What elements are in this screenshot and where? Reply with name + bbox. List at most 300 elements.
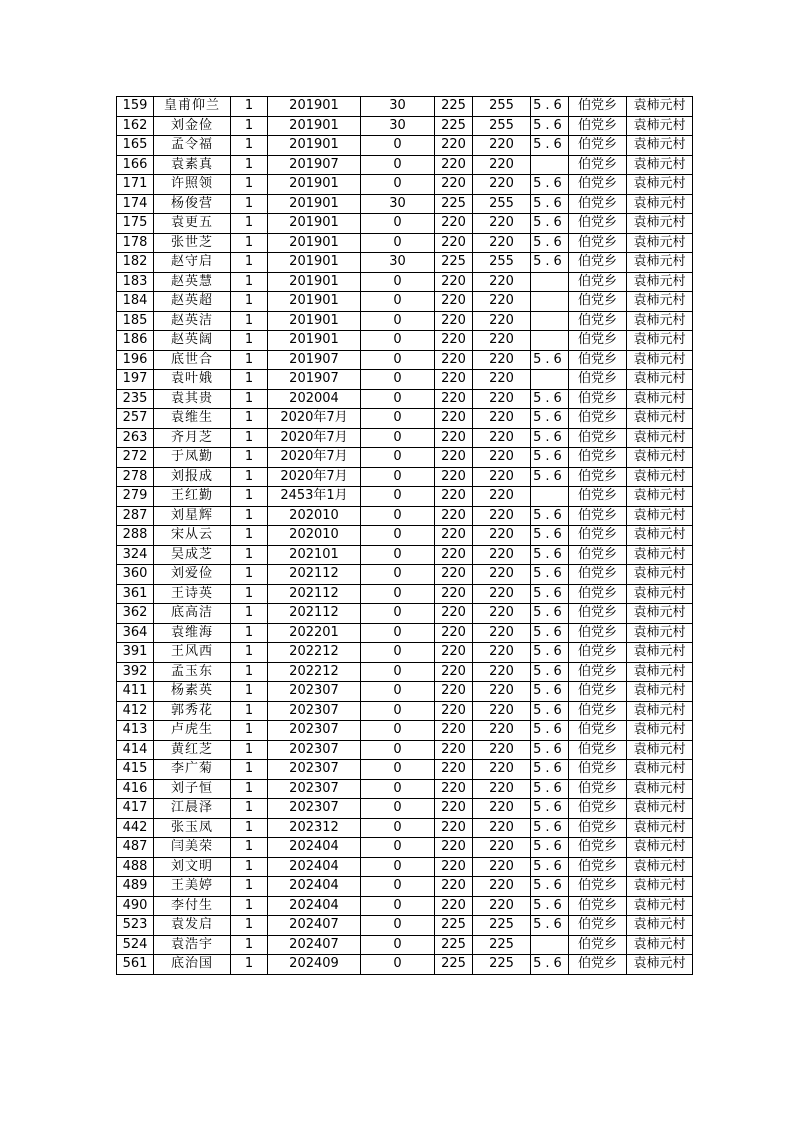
cell-name: 王美婷: [154, 877, 231, 897]
cell-name: 李广菊: [154, 760, 231, 780]
cell-count: 1: [231, 779, 268, 799]
cell-amount-b: 220: [435, 175, 473, 195]
cell-rate: 5.6: [531, 136, 569, 156]
table-row: [117, 623, 693, 643]
cell-township: 伯党乡: [569, 350, 627, 370]
cell-amount-a: 0: [361, 545, 435, 565]
cell-rate: 5.6: [531, 448, 569, 468]
cell-amount-b: 220: [435, 545, 473, 565]
cell-date: 201901: [268, 292, 361, 312]
cell-village: 袁柿元村: [627, 701, 693, 721]
cell-name: 袁维海: [154, 623, 231, 643]
cell-date: 201901: [268, 97, 361, 117]
cell-village: 袁柿元村: [627, 350, 693, 370]
cell-amount-a: 0: [361, 721, 435, 741]
cell-total: 220: [473, 467, 531, 487]
cell-name: 赵英超: [154, 292, 231, 312]
table-row: [117, 526, 693, 546]
cell-village: 袁柿元村: [627, 545, 693, 565]
cell-id: 197: [117, 370, 154, 390]
table-row: [117, 857, 693, 877]
cell-total: 220: [473, 838, 531, 858]
cell-id: 489: [117, 877, 154, 897]
cell-village: 袁柿元村: [627, 506, 693, 526]
cell-township: 伯党乡: [569, 116, 627, 136]
cell-rate: [531, 272, 569, 292]
cell-amount-a: 0: [361, 448, 435, 468]
cell-amount-a: 0: [361, 409, 435, 429]
cell-count: 1: [231, 545, 268, 565]
cell-amount-a: 0: [361, 389, 435, 409]
cell-name: 杨俊营: [154, 194, 231, 214]
cell-township: 伯党乡: [569, 194, 627, 214]
cell-township: 伯党乡: [569, 584, 627, 604]
cell-amount-a: 0: [361, 233, 435, 253]
cell-township: 伯党乡: [569, 331, 627, 351]
cell-rate: 5.6: [531, 350, 569, 370]
cell-count: 1: [231, 253, 268, 273]
cell-village: 袁柿元村: [627, 116, 693, 136]
table-row: [117, 721, 693, 741]
cell-total: 220: [473, 760, 531, 780]
cell-total: 220: [473, 428, 531, 448]
cell-count: 1: [231, 604, 268, 624]
cell-township: 伯党乡: [569, 721, 627, 741]
cell-id: 287: [117, 506, 154, 526]
cell-date: 202404: [268, 857, 361, 877]
cell-total: 220: [473, 662, 531, 682]
cell-date: 202307: [268, 760, 361, 780]
table-row: [117, 194, 693, 214]
cell-township: 伯党乡: [569, 253, 627, 273]
cell-rate: 5.6: [531, 662, 569, 682]
cell-count: 1: [231, 428, 268, 448]
cell-amount-b: 220: [435, 409, 473, 429]
cell-amount-a: 0: [361, 779, 435, 799]
cell-amount-a: 0: [361, 370, 435, 390]
cell-count: 1: [231, 877, 268, 897]
table-row: [117, 506, 693, 526]
cell-id: 361: [117, 584, 154, 604]
cell-date: 202404: [268, 896, 361, 916]
cell-township: 伯党乡: [569, 896, 627, 916]
cell-name: 赵英洁: [154, 311, 231, 331]
cell-amount-b: 220: [435, 740, 473, 760]
cell-township: 伯党乡: [569, 214, 627, 234]
cell-rate: 5.6: [531, 428, 569, 448]
cell-amount-a: 0: [361, 506, 435, 526]
cell-rate: [531, 311, 569, 331]
cell-amount-b: 220: [435, 701, 473, 721]
cell-amount-b: 220: [435, 818, 473, 838]
cell-rate: 5.6: [531, 701, 569, 721]
cell-count: 1: [231, 565, 268, 585]
cell-rate: 5.6: [531, 896, 569, 916]
cell-amount-a: 0: [361, 311, 435, 331]
cell-count: 1: [231, 214, 268, 234]
cell-village: 袁柿元村: [627, 311, 693, 331]
cell-rate: 5.6: [531, 175, 569, 195]
table-row: [117, 545, 693, 565]
cell-id: 415: [117, 760, 154, 780]
cell-amount-a: 0: [361, 526, 435, 546]
table-row: [117, 604, 693, 624]
cell-date: 202307: [268, 740, 361, 760]
cell-township: 伯党乡: [569, 838, 627, 858]
cell-amount-b: 220: [435, 448, 473, 468]
cell-date: 201901: [268, 175, 361, 195]
cell-id: 184: [117, 292, 154, 312]
cell-count: 1: [231, 292, 268, 312]
cell-name: 于凤勤: [154, 448, 231, 468]
cell-name: 袁发启: [154, 916, 231, 936]
cell-rate: 5.6: [531, 916, 569, 936]
cell-amount-a: 30: [361, 253, 435, 273]
cell-township: 伯党乡: [569, 370, 627, 390]
cell-amount-a: 0: [361, 331, 435, 351]
cell-total: 220: [473, 233, 531, 253]
cell-total: 225: [473, 916, 531, 936]
cell-amount-b: 220: [435, 779, 473, 799]
cell-village: 袁柿元村: [627, 292, 693, 312]
table-row: [117, 701, 693, 721]
table-row: [117, 643, 693, 663]
cell-date: 2020年7月: [268, 428, 361, 448]
cell-total: 220: [473, 155, 531, 175]
cell-amount-b: 220: [435, 214, 473, 234]
cell-id: 182: [117, 253, 154, 273]
cell-village: 袁柿元村: [627, 643, 693, 663]
cell-township: 伯党乡: [569, 935, 627, 955]
cell-count: 1: [231, 955, 268, 975]
table-row: [117, 584, 693, 604]
cell-id: 416: [117, 779, 154, 799]
cell-date: 202010: [268, 506, 361, 526]
cell-date: 202404: [268, 838, 361, 858]
cell-name: 卢虎生: [154, 721, 231, 741]
cell-count: 1: [231, 331, 268, 351]
cell-id: 257: [117, 409, 154, 429]
cell-amount-b: 220: [435, 487, 473, 507]
cell-id: 417: [117, 799, 154, 819]
cell-amount-b: 225: [435, 97, 473, 117]
cell-name: 刘文明: [154, 857, 231, 877]
cell-amount-b: 220: [435, 350, 473, 370]
cell-rate: 5.6: [531, 409, 569, 429]
cell-id: 391: [117, 643, 154, 663]
cell-amount-a: 0: [361, 623, 435, 643]
cell-village: 袁柿元村: [627, 194, 693, 214]
cell-rate: 5.6: [531, 760, 569, 780]
cell-total: 220: [473, 409, 531, 429]
cell-id: 360: [117, 565, 154, 585]
cell-count: 1: [231, 136, 268, 156]
cell-total: 220: [473, 604, 531, 624]
cell-id: 166: [117, 155, 154, 175]
cell-count: 1: [231, 350, 268, 370]
cell-id: 523: [117, 916, 154, 936]
cell-id: 263: [117, 428, 154, 448]
cell-date: 201907: [268, 370, 361, 390]
cell-amount-b: 225: [435, 935, 473, 955]
cell-amount-a: 0: [361, 916, 435, 936]
cell-village: 袁柿元村: [627, 838, 693, 858]
cell-rate: 5.6: [531, 526, 569, 546]
cell-village: 袁柿元村: [627, 97, 693, 117]
cell-count: 1: [231, 194, 268, 214]
cell-total: 255: [473, 194, 531, 214]
cell-rate: 5.6: [531, 955, 569, 975]
table-row: [117, 214, 693, 234]
cell-rate: 5.6: [531, 779, 569, 799]
table-row: [117, 740, 693, 760]
cell-amount-b: 220: [435, 526, 473, 546]
cell-name: 皇甫仰兰: [154, 97, 231, 117]
cell-date: 202004: [268, 389, 361, 409]
table-row: [117, 370, 693, 390]
cell-count: 1: [231, 526, 268, 546]
cell-date: 202112: [268, 565, 361, 585]
cell-rate: 5.6: [531, 682, 569, 702]
table-row: [117, 331, 693, 351]
cell-village: 袁柿元村: [627, 721, 693, 741]
cell-date: 201901: [268, 233, 361, 253]
cell-count: 1: [231, 623, 268, 643]
cell-village: 袁柿元村: [627, 155, 693, 175]
cell-township: 伯党乡: [569, 779, 627, 799]
table-body: [117, 97, 693, 975]
cell-count: 1: [231, 409, 268, 429]
cell-name: 刘星辉: [154, 506, 231, 526]
cell-amount-a: 0: [361, 565, 435, 585]
cell-id: 235: [117, 389, 154, 409]
cell-village: 袁柿元村: [627, 740, 693, 760]
cell-village: 袁柿元村: [627, 760, 693, 780]
cell-total: 220: [473, 721, 531, 741]
cell-amount-b: 220: [435, 428, 473, 448]
cell-name: 宋从云: [154, 526, 231, 546]
cell-village: 袁柿元村: [627, 877, 693, 897]
beneficiary-table: [116, 96, 693, 975]
cell-name: 张世芝: [154, 233, 231, 253]
cell-amount-b: 220: [435, 506, 473, 526]
cell-rate: [531, 331, 569, 351]
cell-id: 413: [117, 721, 154, 741]
cell-date: 201901: [268, 136, 361, 156]
cell-amount-a: 0: [361, 487, 435, 507]
cell-name: 孟玉东: [154, 662, 231, 682]
cell-village: 袁柿元村: [627, 604, 693, 624]
cell-amount-a: 0: [361, 643, 435, 663]
cell-name: 张玉凤: [154, 818, 231, 838]
cell-amount-a: 0: [361, 799, 435, 819]
cell-village: 袁柿元村: [627, 428, 693, 448]
cell-name: 郭秀花: [154, 701, 231, 721]
cell-total: 220: [473, 448, 531, 468]
cell-date: 201907: [268, 155, 361, 175]
cell-id: 411: [117, 682, 154, 702]
cell-total: 220: [473, 584, 531, 604]
cell-village: 袁柿元村: [627, 584, 693, 604]
cell-id: 174: [117, 194, 154, 214]
table-row: [117, 779, 693, 799]
cell-total: 255: [473, 116, 531, 136]
cell-township: 伯党乡: [569, 623, 627, 643]
table-row: [117, 662, 693, 682]
cell-total: 220: [473, 350, 531, 370]
cell-id: 186: [117, 331, 154, 351]
cell-village: 袁柿元村: [627, 916, 693, 936]
table-row: [117, 292, 693, 312]
cell-village: 袁柿元村: [627, 779, 693, 799]
cell-name: 王诗英: [154, 584, 231, 604]
cell-amount-a: 0: [361, 584, 435, 604]
cell-total: 220: [473, 896, 531, 916]
cell-village: 袁柿元村: [627, 565, 693, 585]
cell-name: 闫美荣: [154, 838, 231, 858]
cell-rate: 5.6: [531, 116, 569, 136]
cell-id: 392: [117, 662, 154, 682]
cell-township: 伯党乡: [569, 526, 627, 546]
cell-total: 220: [473, 857, 531, 877]
cell-total: 220: [473, 701, 531, 721]
cell-count: 1: [231, 643, 268, 663]
cell-id: 362: [117, 604, 154, 624]
cell-rate: 5.6: [531, 584, 569, 604]
table-row: [117, 818, 693, 838]
cell-rate: 5.6: [531, 194, 569, 214]
cell-name: 底治国: [154, 955, 231, 975]
cell-total: 220: [473, 175, 531, 195]
cell-count: 1: [231, 97, 268, 117]
cell-total: 220: [473, 565, 531, 585]
cell-count: 1: [231, 857, 268, 877]
cell-date: 202112: [268, 584, 361, 604]
cell-id: 279: [117, 487, 154, 507]
cell-name: 袁浩宇: [154, 935, 231, 955]
cell-village: 袁柿元村: [627, 857, 693, 877]
cell-total: 220: [473, 506, 531, 526]
cell-village: 袁柿元村: [627, 818, 693, 838]
cell-village: 袁柿元村: [627, 272, 693, 292]
cell-date: 2020年7月: [268, 448, 361, 468]
cell-rate: 5.6: [531, 467, 569, 487]
cell-name: 李付生: [154, 896, 231, 916]
cell-count: 1: [231, 467, 268, 487]
cell-township: 伯党乡: [569, 701, 627, 721]
cell-total: 220: [473, 545, 531, 565]
table-row: [117, 448, 693, 468]
cell-name: 吴成芝: [154, 545, 231, 565]
cell-name: 黄红芝: [154, 740, 231, 760]
cell-amount-b: 220: [435, 584, 473, 604]
cell-date: 201901: [268, 311, 361, 331]
cell-name: 许照领: [154, 175, 231, 195]
cell-name: 赵守启: [154, 253, 231, 273]
cell-amount-b: 220: [435, 662, 473, 682]
cell-date: 2020年7月: [268, 467, 361, 487]
cell-village: 袁柿元村: [627, 448, 693, 468]
cell-rate: 5.6: [531, 643, 569, 663]
cell-name: 底世合: [154, 350, 231, 370]
cell-id: 324: [117, 545, 154, 565]
cell-total: 220: [473, 389, 531, 409]
table-row: [117, 272, 693, 292]
cell-rate: 5.6: [531, 799, 569, 819]
cell-amount-a: 0: [361, 604, 435, 624]
cell-name: 底高洁: [154, 604, 231, 624]
cell-rate: 5.6: [531, 545, 569, 565]
cell-count: 1: [231, 370, 268, 390]
cell-date: 202307: [268, 721, 361, 741]
cell-amount-b: 225: [435, 194, 473, 214]
cell-name: 江晨泽: [154, 799, 231, 819]
cell-id: 183: [117, 272, 154, 292]
cell-count: 1: [231, 487, 268, 507]
cell-township: 伯党乡: [569, 799, 627, 819]
cell-rate: 5.6: [531, 818, 569, 838]
cell-rate: 5.6: [531, 97, 569, 117]
table-row: [117, 838, 693, 858]
cell-township: 伯党乡: [569, 916, 627, 936]
cell-rate: 5.6: [531, 214, 569, 234]
cell-id: 159: [117, 97, 154, 117]
table-row: [117, 311, 693, 331]
cell-rate: 5.6: [531, 233, 569, 253]
table-row: [117, 955, 693, 975]
cell-id: 272: [117, 448, 154, 468]
cell-township: 伯党乡: [569, 292, 627, 312]
cell-village: 袁柿元村: [627, 370, 693, 390]
table-row: [117, 155, 693, 175]
cell-date: 202212: [268, 662, 361, 682]
cell-count: 1: [231, 721, 268, 741]
cell-total: 225: [473, 955, 531, 975]
cell-id: 414: [117, 740, 154, 760]
cell-name: 刘子恒: [154, 779, 231, 799]
cell-village: 袁柿元村: [627, 409, 693, 429]
cell-village: 袁柿元村: [627, 662, 693, 682]
cell-count: 1: [231, 116, 268, 136]
cell-amount-a: 0: [361, 155, 435, 175]
cell-count: 1: [231, 916, 268, 936]
cell-township: 伯党乡: [569, 97, 627, 117]
cell-date: 202404: [268, 877, 361, 897]
cell-amount-a: 30: [361, 97, 435, 117]
cell-amount-b: 220: [435, 233, 473, 253]
table-row: [117, 760, 693, 780]
cell-rate: [531, 292, 569, 312]
cell-amount-a: 0: [361, 136, 435, 156]
cell-village: 袁柿元村: [627, 253, 693, 273]
cell-count: 1: [231, 662, 268, 682]
cell-amount-b: 220: [435, 311, 473, 331]
cell-total: 220: [473, 623, 531, 643]
cell-date: 202407: [268, 916, 361, 936]
cell-total: 220: [473, 311, 531, 331]
cell-amount-b: 220: [435, 857, 473, 877]
cell-township: 伯党乡: [569, 760, 627, 780]
cell-count: 1: [231, 272, 268, 292]
table-row: [117, 877, 693, 897]
cell-name: 袁素真: [154, 155, 231, 175]
cell-date: 201901: [268, 116, 361, 136]
cell-amount-b: 220: [435, 877, 473, 897]
cell-total: 220: [473, 779, 531, 799]
cell-rate: [531, 487, 569, 507]
cell-amount-b: 220: [435, 155, 473, 175]
cell-id: 490: [117, 896, 154, 916]
